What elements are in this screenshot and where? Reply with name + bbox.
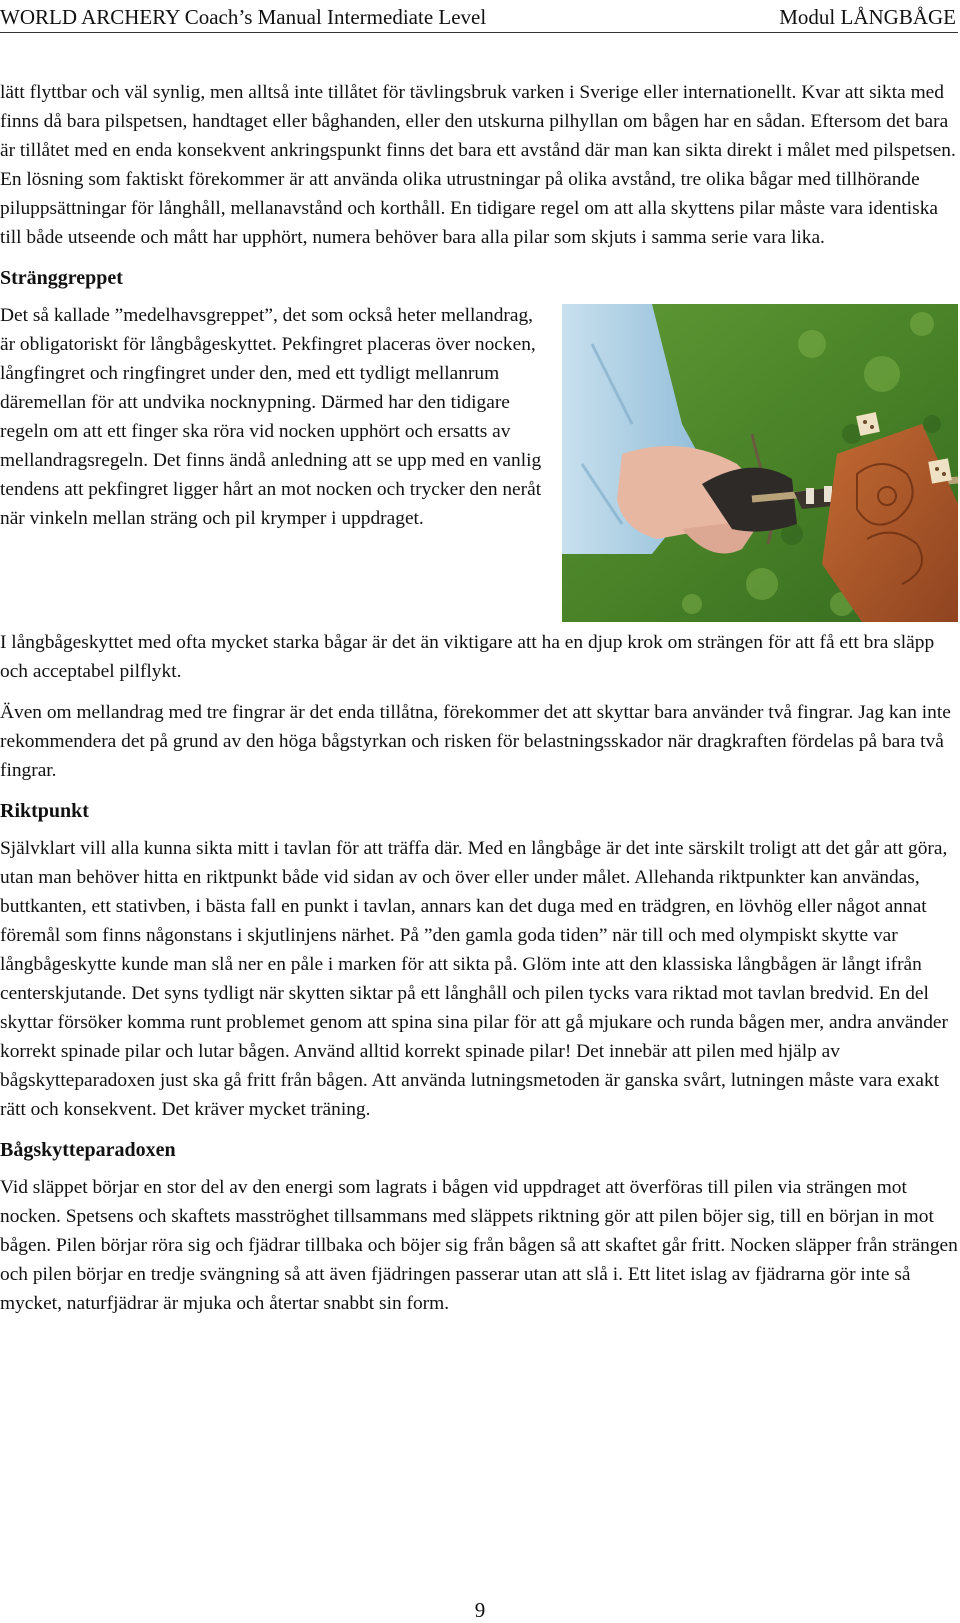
- paragraph-two-fingers: Även om mellandrag med tre fingrar är det enda tillåtna, förekommer det att skyttar bara använder två fingrar. Jag kan inte rekommendera det på grund av den höga bågstyrkan och risken för belastningsskador när dragkraften fördelas på bara två fingrar.: [0, 702, 951, 781]
- paragraph-hook: I långbågeskyttet med ofta mycket starka bågar är det än viktigare att ha en djup krok om strängen för att få ett bra släpp och acceptabel pilflykt.: [0, 632, 935, 682]
- heading-grip: Stränggreppet: [0, 267, 123, 289]
- header-title: WORLD ARCHERY Coach’s Manual Intermediate Level: [0, 5, 487, 29]
- heading-paradox: Bågskytteparadoxen: [0, 1139, 176, 1161]
- heading-aim: Riktpunkt: [0, 800, 89, 822]
- page-number: 9: [474, 1598, 486, 1622]
- archer-grip-photo: [562, 304, 958, 622]
- paragraph-intro: lätt flyttbar och väl synlig, men alltså inte tillåtet för tävlingsbruk varken i Sverige eller internationellt. Kvar att sikta med finns då bara pilspetsen, handtaget eller båghanden, eller den utskurna pilhyllan om bågen har en sådan. Eftersom det bara är tillåtet med en enda konsekvent ankringspunkt finns det bara ett avstånd där man kan sikta direkt i målet med pilspetsen. En lösning som faktiskt förekommer är att använda olika utrustningar på olika avstånd, tre olika bågar med tillhörande piluppsättningar för långhåll, mellanavstånd och korthåll. En tidigare regel om att alla skyttens pilar måste vara identiska till både utseende och mått har upphört, numera behöver bara alla pilar som skjuts i samma serie vara lika.: [0, 82, 956, 248]
- paragraph-paradox: Vid släppet börjar en stor del av den energi som lagrats i bågen vid uppdraget att överföras till pilen via strängen mot nocken. Spetsens och skaftets masströghet tillsammans med släppets riktning gör att pilen böjer sig, till en början in mot bågen. Pilen börjar röra sig och fjädrar tillbaka och böjer sig från bågen så att skaftet går fritt. Nocken släpper från strängen och pilen börjar en tredje svängning så att även fjädringen passerar utan att slå i. Ett litet islag av fjädrarna gör inte så mycket, naturfjädrar är mjuka och återtar snabbt sin form.: [0, 1177, 958, 1314]
- page-header: [0, 2, 958, 33]
- paragraph-grip: Det så kallade ”medelhavsgreppet”, det som också heter mellandrag, är obligatoriskt för långbågeskyttet. Pekfingret placeras över nocken, långfingret och ringfingret under den, med ett tydligt mellanrum däremellan för att undvika nocknypning. Därmed har den tidigare regeln om att ett finger ska röra vid nocken upphört och ersatts av mellandragsregeln. Det finns ändå anledning att se upp med en vanlig tendens att pekfingret ligger hårt an mot nocken och trycker den neråt när vinkeln mellan sträng och pil krymper i uppdraget.: [0, 305, 542, 529]
- header-module: Modul LÅNGBÅGE: [779, 5, 956, 29]
- paragraph-aim: Självklart vill alla kunna sikta mitt i tavlan för att träffa där. Med en långbåge är det inte särskilt troligt att det går att göra, utan man behöver hitta en riktpunkt både vid sidan av och över eller under målet. Allehanda riktpunkter kan användas, buttkanten, ett stativben, i bästa fall en punkt i tavlan, annars kan det duga med en trädgren, en lövhög eller något annat föremål som finns någonstans i skjutlinjens närhet. På ”den gamla goda tiden” när till och med olympiskt skytte var långbågeskytte kunde man slå ner en påle i marken för att sikta på. Glöm inte att den klassiska långbågen är långt ifrån centerskjutande. Det syns tydligt när skytten siktar på ett långhåll och pilen tycks vara riktad mot tavlan bredvid. En del skyttar försöker komma runt problemet genom att spina sina pilar för att gå mjukare och runda bågen mer, andra använder korrekt spinade pilar och lutar bågen. Använd alltid korrekt spinade pilar! Det innebär att pilen med hjälp av bågskytteparadoxen just ska gå fritt från bågen. Att använda lutningsmetoden är ganska svårt, lutningen måste vara exakt rätt och konsekvent. Det kräver mycket träning.: [0, 838, 948, 1120]
- document-body: [0, 78, 958, 1330]
